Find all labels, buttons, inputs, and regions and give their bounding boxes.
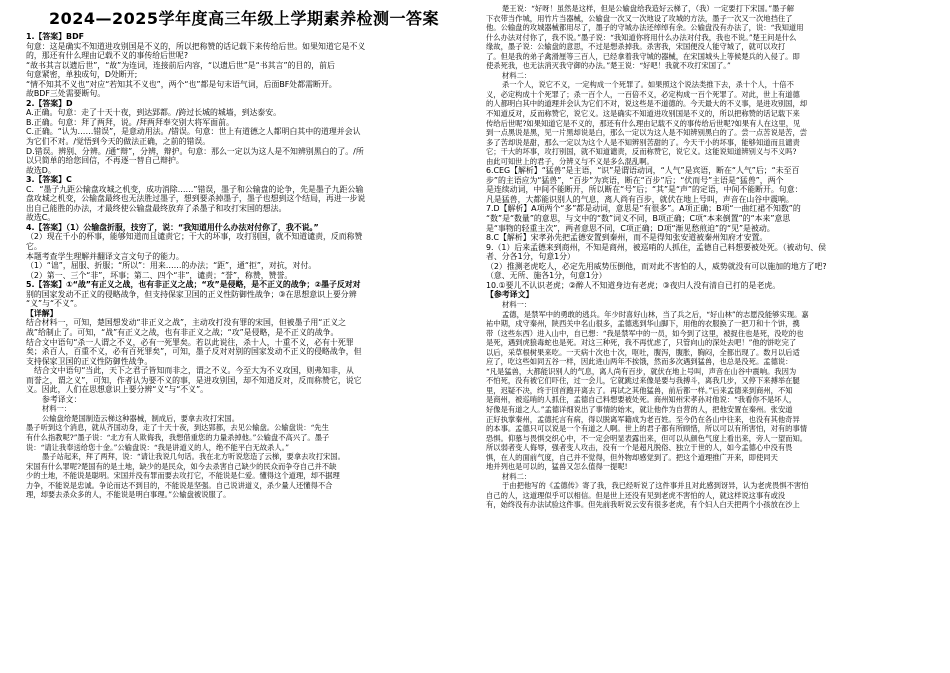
right-text-line: 凡是猛兽，大都能识别人的气息，离人尚有百步，就伏在地上号叫，声音在山谷中震响。 [486,194,794,204]
left-text-line: 公输盘给楚国制造云梯这种器械，制成后，要拿去攻打宋国。 [42,413,240,423]
left-text-line: （1）“诎”，屈服、折服；“所以”：用来……的办法；“距”，通“拒”，对抗，对付。 [26,261,317,271]
left-text-line: 4.【答案】（1）公输盘折服，技穷了，说：“我知道用什么办法对付你了，我不说。” [26,222,319,232]
left-text-line: 以只简单的给您回信，不再逐一替自己辩护。 [26,156,184,166]
left-text-line: 有什么指教呢?”墨子说：“北方有人欺侮我，我想借重您的力量杀掉他。”公输盘不高兴了。墨子 [26,432,330,442]
right-text-line: 由此可知世上的君子，分辨义与不义是多么混乱啊。 [486,156,654,166]
left-text-line: “故书其言以遗后世”，“故”为连词，连接前后内容，“以遗后世”是“书其言”的目的，前后 [26,60,335,70]
right-text-line: 使杀死我，也无法消灭我守御的办法。”楚王说：“好吧！我就不攻打宋国了。” [486,61,731,71]
right-text-line: 有，始终没有办法试验这件事。但先前我听说云安有很多老虎，有个妇人白天把两个小孩放在沙上 [486,500,800,510]
left-text-line: 出自己能胜的办法，才最终使公输盘最终放弃了杀墨子和攻打宋国的想法。 [26,203,287,213]
document-title: 2024—2025学年度高三年级上学期素养检测一答案 [48,9,440,28]
right-text-line: “数”是“数量”的意思，与文中的“数”词义不同，B项正确；C项“本来倒置”的“本来”意思 [486,214,791,224]
right-text-line: 到一点黑说是黑，见一片黑却说是白，那么一定以为这人是不知辨别黑白的了。尝一点苦说是苦，尝 [486,128,808,138]
left-text-line: 5.【答案】①“战”有正义之战，也有非正义之战；“攻”是侵略，是不正义的战争；②墨子反对对 [26,280,361,290]
right-text-line: 好像是有道之人。”孟德详细说出了事情的始末，就让他作为自营的人，把他安置在秦州。张安道 [486,404,793,414]
right-text-line: 应了，吃这些如同五谷一样，因此进山两年不挨饿，然而多次遇到猛兽，也总是没死。孟德说： [486,357,793,367]
right-text-line: 是连续动词，中间不能断开，所以断在“号”后；“其”是“声”的定语，中间不能断开。句意： [486,185,803,195]
left-text-line: A.正确。句意：走了十天十夜，到达郢都。/跨过长城的城墙，到达泰安。 [26,108,282,118]
left-text-line: 的，那还有什么理由记载不义的事传给后世呢? [26,51,189,61]
left-text-line: 结合材料一，可知，楚国想发动“非正义之战”，主动攻打没有罪的宋国，但被墨子用“正义之 [26,318,347,328]
left-text-line: 理，却要去杀众多的人，不能说是明白事理。”公输盘被说服了。 [26,490,231,500]
right-text-line: 8.C【解析】宋孝孙先把孟德安置到秦州，而不是得知张安道被秦州知府才安置。 [486,233,768,243]
right-text-line: 惧，在人的面前气度，自己并不觉得，但外物却感觉到了。把这个道理推广开来，即使同天 [486,452,778,462]
left-text-line: “义”与“不义”。 [26,299,82,309]
left-text-line: 2.【答案】D [26,98,73,108]
right-text-line: 材料二： [502,471,532,481]
left-text-line: 故选C。 [26,213,56,223]
right-text-line: 不知道反对，反而称赞它，说它义。这是确实不知道进攻别国是不义的，所以把称赞的话记载下来 [486,109,800,119]
left-text-line: 别的国家发动不正义的侵略战争，但支持保家卫国的正义性防御性战争；③在思想意识上要分辨 [26,289,357,299]
right-text-line: 缘故，墨子说：公输盘的意思，不过是想杀掉我。杀害我，宋国便没人能守城了，就可以攻打 [486,42,786,52]
right-text-line: 楚王说：“好呀！虽然是这样，但是公输盘给我造好云梯了，（我）一定要打下宋国。”墨子解 [502,4,795,13]
right-text-line: 是死，遇到虎狼毒蛇也是死。对这三种死，我不再忧虑了，只管向山的深处去吧！”他的饼吃完了 [486,338,797,348]
left-text-line: 说：“请让我奉送给您十金。”公输盘说：“我是讲道义的人，绝不能平白无故杀人。” [26,442,290,452]
right-text-line: 自己的人，这道理似乎可以相信。但是世上还没有见到老虎不害怕的人，就这样说这事有或没 [486,490,786,500]
left-text-line: 墨子站起来，拜了两拜，说：“请让我说几句话。我在北方听说您造了云梯，要拿去攻打宋国。 [42,452,345,462]
left-text-line: 句意紧密，单独成句，D处断开; [26,70,138,80]
left-text-line: 结合文中语句“杀一人谓之不义，必有一死罪矣。若以此说往，杀十人，十重不义，必有十死罪 [26,337,354,347]
right-text-line: 正好执掌秦州，孟德托言有病，得以脱离军籍成为老百姓。至今仍在各山中往来，也没有其他奇异 [486,414,800,424]
right-text-line: 9.（1）后来孟德来到商州，不知是商州，被巡哨的人抓住，孟德自己料想要被处死。（被动句、侯 [486,242,827,252]
right-text-line: 不怕死，没有被它们吓住，过一会儿，它就跳过来像是要与我搏斗，离我几步，又停下来搏举在腿 [486,376,800,386]
left-column [26,4,462,500]
right-text-line: 是“事物的轻重主次”，两者意思不同，C项正确；D项“渐见愁煎迫”的“见”是被动。 [486,223,775,233]
left-text-line: 少的土地，不能说是聪明。宋国并没有罪而要去攻打它，不能说是仁爱。懂得这个道理，却不据理 [26,471,340,481]
left-text-line: 义。因此，人们在思想意识上要分辨“义”与“不义”。 [26,385,209,395]
right-text-line: 它；干大的坏事，攻打别国，就不知道谴责，反而称赞它，说它义。这能说知道辨别义与不义吗? [486,147,797,157]
right-text-line: 于由把他写的《孟德传》寄了我，我已经听说了这件事并且对此感到讶异，认为老虎畏惧不害怕 [502,481,809,491]
right-text-line: 地并列也是可以的，猛兽又怎么值得一提呢! [486,462,628,472]
right-text-line: 步”的主语应为“猛兽”，“百步”为宾语，断在“百步”后；“伏而号”主语是“猛兽”，两个 [486,175,784,185]
right-text-line: 10.①要儿不认识老虎；②醉人不知道身边有老虎；③夜归人没有清自已打的是老虎。 [486,280,781,290]
left-text-line: 而誉之，谓之义”，可知，作者认为要不义的事，是进攻别国，却不知道反对，反而称赞它，说它 [26,375,362,385]
right-text-line: 祐中期，戍守秦州，陕西关中名山很多，孟德逃到华山脚下，用他的衣服换了一把刀和十个饼，携 [486,319,800,329]
right-text-line: 的人都明白其中的道理并会认为它们不对，说这些是不道德的。今天最大的不义事，是进攻别国，却 [486,99,808,109]
right-column-body [486,4,928,510]
right-text-line: （2）推测老虎吃人，必定先用威势压倒他，而对此不害怕的人，威势就没有可以施加的地方了吧? [486,261,827,271]
left-text-line: 参考译文： [42,394,82,404]
left-text-line: 为它们不对。/觉悟到今天的做法正确，之前的错误。 [26,137,211,147]
right-text-line: 孟德，是禁军中的勇敢的逃兵。年少时喜好山林，当了兵之后，“好山林”的志愿没能够实现。嘉 [502,309,809,319]
left-text-line: 力争，不能说是忠诚。争论而达不到目的，不能说是坚强。自己说讲道义，杀少量人还懂得不合 [26,480,333,490]
right-text-line: 了。但是我的弟子禽滑厘等三百人，已经拿着我守城的器械，在宋国城头上等候楚兵的入侵了。即 [486,51,800,61]
right-text-line: 传给后世呢?如果知道它是不义的，那还有什么理由记载不义的事传给后世呢?如果有人在这里，见 [486,118,801,128]
left-text-line: 战”给制止了。可知，“战”有正义之战，也有非正义之战；“攻”是侵略，是不正义的战争。 [26,327,339,337]
left-text-line: 故选D。 [26,165,56,175]
left-text-line: 故BDF三处需要断句。 [26,89,106,99]
left-text-line: 3.【答案】C [26,175,72,185]
right-text-line: 6.CEG【解析】“猛兽”是主语，“识”是谓语动词，“人气”是宾语，断在“人气”后；“未至百 [486,166,800,176]
right-text-line: “凡是猛兽，大都能识别人的气息，离人尚有百步，就伏在地上号叫，声音在山谷中震响。我因为 [486,366,797,376]
right-text-line: 下衣带当作城，用竹片当器械，公输盘一次又一次地设了攻城的方法，墨子一次又一次地挡住了 [486,13,793,23]
left-text-line: 宋国有什么罪呢?楚国有的是土地，缺少的是民众，如今去杀害自己缺少的民众而争夺自己并不缺 [26,461,337,471]
left-text-line: D.错误。辨别、分辨。/通“辩”，分辨，辩护。句意：那么一定以为这人是不知辨别黑白的了。/所 [26,146,364,156]
right-text-line: 里，迟疑不决，终于回首跑开离去了。再试之其他猛兽，前后都一样。”后来孟德来到商州，不知 [486,385,793,395]
left-text-line: 【详解】 [26,308,58,318]
right-text-line: 什么办法对付你了，我不说。”墨子说：“我知道你将用什么办法对付我，我也不说。”楚王问是什么 [486,32,797,42]
right-text-line: 【参考译文】 [486,290,534,300]
left-text-line: 材料一： [42,404,72,414]
right-column [486,4,928,510]
left-text-line: 本题考查学生理解并翻译文言文句子的能力。 [26,251,184,261]
left-text-line: 盘攻城之机变，公输盘最终也无法胜过墨子，想到要杀掉墨子，墨子也想到这个结局，再进一步说 [26,194,366,204]
right-text-line: 者、分各1分，句意1分） [486,252,575,262]
right-text-line: 材料一： [502,299,532,309]
right-text-line: 他。公输盘的攻城器械都用尽了，墨子的守城办法还绰绰有余。公输盘没有办法了，说：“我知道用 [486,23,804,33]
left-text-line: 支持保家卫国的正义性防御性战争。 [26,356,153,366]
left-column-body [26,32,462,500]
right-text-line: 是商州，被巡哨的人抓住，孟德自己料想要被处死。商州知州宋孝孙对他说：“我看你不是坏人， [486,395,797,405]
left-text-line: 它。 [26,242,42,252]
right-text-line: 7.D【解析】A项两个“多”都是动词，意思是“有很多”。A项正确；B项“一曲红裙不知数”的 [486,204,801,214]
right-text-line: 以后，采草根树果来吃。一天病十次也十次，呕吐，腹泻，腹胀，胸闷，全都出现了。数月以后适 [486,347,800,357]
right-text-line: 的本事。孟德只可以说是一个有道之人啊。世上的君子都有所顾惜，所以可以有所害怕，对有的事情 [486,424,808,434]
right-text-line: 义，必定构成十个死罪了；杀一百个人，一百倍不义，必定构成一百个死罪了。对此，世上有道德 [486,89,800,99]
left-text-line: （2）第一、三个“非”，坏事；第二、四个“非”，谴责；“誉”，称赞，赞誉。 [26,270,293,280]
left-text-line: “情不知其不义也”对应“若知其不义也”，两个“也”都是句末语气词，后面BF处都需断开。 [26,79,337,89]
right-text-line: 所以弱者变人侮辱，强者变人攻击，没有一个是超凡脱俗、独立于世的人，如今孟德心中没有畏 [486,443,793,453]
right-text-line: 杀一个人，说它不义，一定构成一个死罪了。如果照这个说法类推下去，杀十个人，十倍不 [502,80,794,90]
right-text-line: 多了苦却说是甜，那么一定以为这个人是不知辨别苦甜的了。今天干小的坏事，能够知道而且谴责 [486,137,800,147]
left-text-line: 结合文中语句“当此，天下之君子皆知而非之，谓之不义。今至大为不义攻国，则弗知非，从 [34,366,354,376]
left-text-line: C．“墨子九距公输盘攻城之机变，成功消除……”错误，墨子和公输盘的论争，先是墨子九距公输 [26,184,364,194]
right-text-line: 带（这些东西）进入山中，自已想：“我是禁军中的一员，如今到了这里，被捉住也是死，没吃的也 [486,328,804,338]
left-text-line: B.正确。句意：拜了两拜，说。/拜两拜奉交别大将军面前。 [26,117,234,127]
right-text-line: （意、无所、施各1分，句意1分） [486,271,607,281]
right-text-line: 恐惧。仰慕与畏惧交织心中，不一定会明显表露出来，但可以从颜色气度上看出来，旁人一望而知。 [486,433,808,443]
left-text-line: C.正确。“认为……错误”，是意动用法。/错误。句意：世上有道德之人都明白其中的道理并会认 [26,127,361,137]
left-text-line: 1.【答案】BDF [26,32,85,41]
right-text-line: 材料二： [502,70,532,80]
left-text-line: 句意：这是确实不知道进攻别国是不义的，所以把称赞的话记载下来传给后世。如果知道它是不义 [26,41,366,51]
left-text-line: （2）现在千小的杯事，能够知道而且谴责它；干大的坏事，攻打别国，就不知道谴责，反而称赞 [26,232,363,242]
left-text-line: 墨子听到这个消息，就从齐国动身，走了十天十夜，到达郢都，去见公输盘。公输盘说：“先生 [26,423,329,433]
left-text-line: 矣；杀百人，百重不义，必有百死罪矣”，可知，墨子反对对别的国家发动不正义的侵略战争，但 [26,347,362,357]
